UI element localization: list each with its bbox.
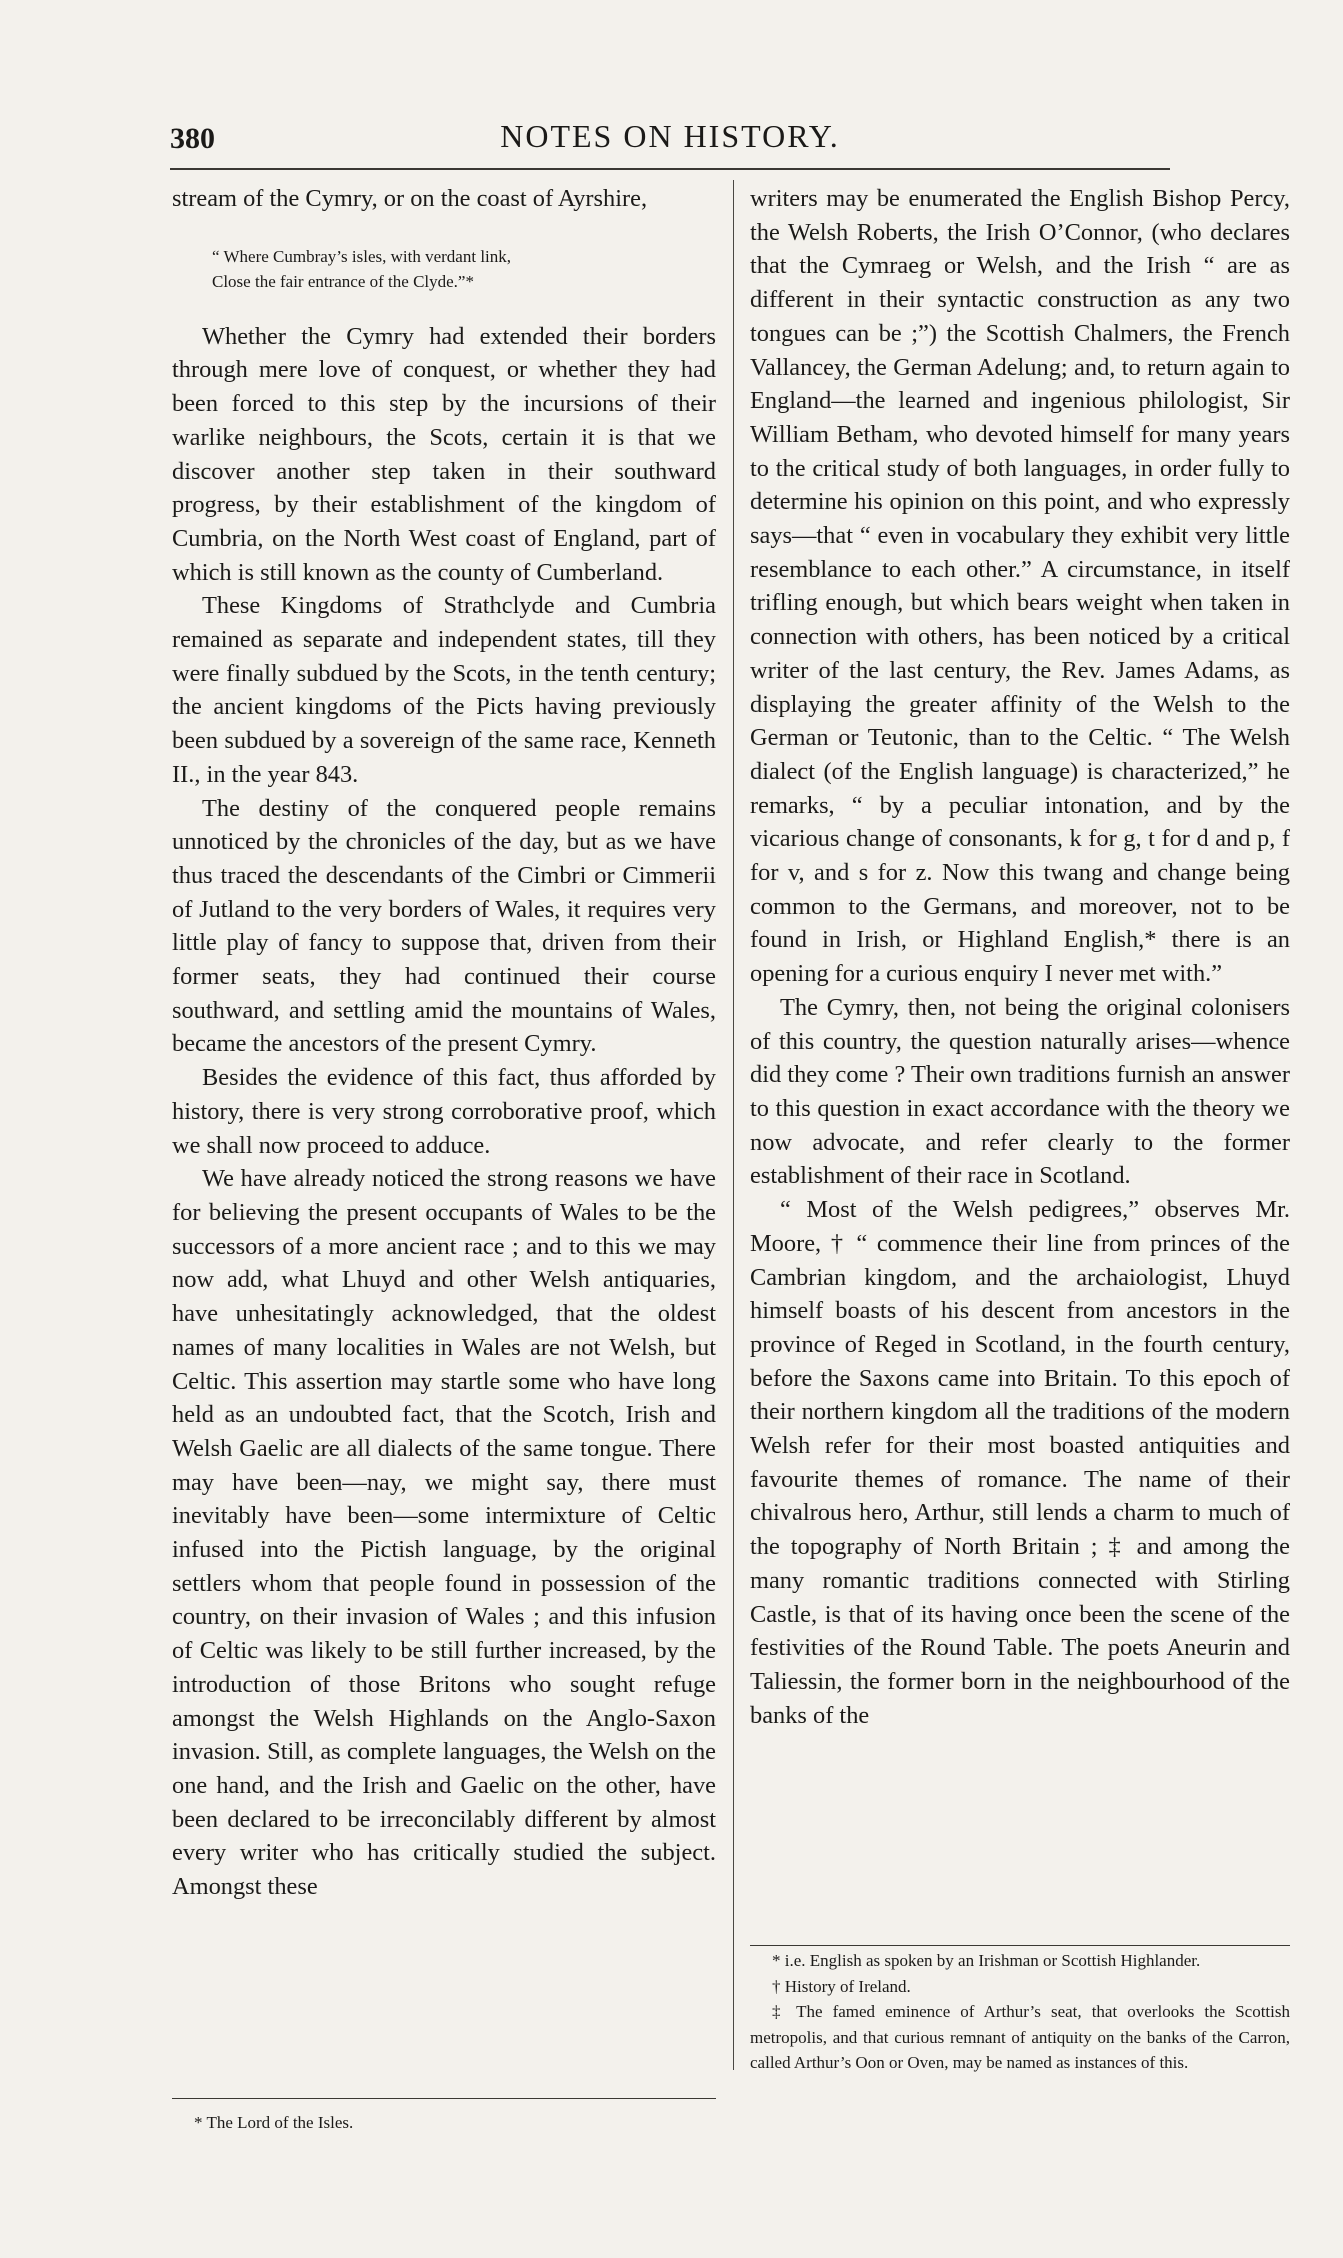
left-paragraph-2: Whether the Cymry had extended their borders through mere love of conquest, or whether they had been forced to this step by the incursions of their warlike neighbours, the Scots, certain it is that we discover another step taken in their southward progress, by their establishment of the kingdom of Cumbria, on the North West coast of England, part of which is still known as the county of Cumberland. [172,322,716,586]
right-paragraph-3: “ Most of the Welsh pedigrees,” observes Mr. Moore, † “ commence their line from princes of the Cambrian kingdom, and the archaiologist, Lhuyd himself boasts of his descent from ancestors in the province of Reged in Scotland, in the fourth century, before the Saxons came into Britain. To this epoch of their northern kingdom all the traditions of the modern Welsh refer for their most boasted antiquities and favourite themes of romance. The name of their chivalrous hero, Arthur, still lends a charm to much of the topography of North Britain ; ‡ and among the many romantic traditions connected with Stirling Castle, is that of its having once been the scene of the festivities of the Round Table. The poets Aneurin and Taliessin, the former born in the neighbourhood of the banks of the [750,1196,1290,1729]
verse-line-2: Close the fair entrance of the Clyde.”* [212,271,474,291]
footnotes-left [172,2110,716,2136]
column-divider [733,180,734,2070]
footnote-irishman: * i.e. English as spoken by an Irishman or Scottish Highlander. [772,1951,1201,1970]
footnote-arthurs-seat: ‡ The famed eminence of Arthur’s seat, that overlooks the Scottish metropolis, and that curious remnant of antiquity on the banks of the Carron, called Arthur’s Oon or Oven, may be named as instances of this. [750,2002,1290,2072]
left-paragraph-3: These Kingdoms of Strathclyde and Cumbria remained as separate and independent states, till they were finally subdued by the Scots, in the tenth century; the ancient kingdoms of the Picts having previously been subdued by a sovereign of the same race, Kenneth II., in the year 843. [172,592,716,788]
header-rule [170,168,1170,170]
verse-quotation [212,244,716,294]
footnote-history-of-ireland: † History of Ireland. [772,1976,911,1996]
page-header [170,118,1170,168]
running-title: NOTES ON HISTORY. [500,118,840,154]
page-number: 380 [170,122,215,155]
footnote-rule-left [172,2098,716,2099]
right-paragraph-1: writers may be enumerated the English Bishop Percy, the Welsh Roberts, the Irish O’Connor, (who declares that the Cymraeg or Welsh, and the Irish “ are as different in their syntactic construction as any two tongues can be ;”) the Scottish Chalmers, the French Vallancey, the German Adelung; and, to return again to England—the learned and ingenious philologist, Sir William Betham, who devoted himself for many years to the critical study of both languages, in order fully to determine his opinion on this point, and who expressly says—that “ even in vocabulary they exhibit very little resemblance to each other.” A circumstance, in itself trifling enough, but which bears weight when taken in connection with others, has been noticed by a critical writer of the last century, the Rev. James Adams, as displaying the greater affinity of the Welsh to the German or Teutonic, than to the Celtic. “ The Welsh dialect (of the English language) is characterized,” he remarks, “ by a peculiar intonation, and by the vicarious change of consonants, k for g, t for d and p, f for v, and s for z. Now this twang and change being common to the Germans, and moreover, not to be found in Irish, or Highland English,* there is an opening for a curious enquiry I never met with.” [750,185,1290,988]
left-paragraph-1: stream of the Cymry, or on the coast of Ayrshire, [172,185,648,212]
footnotes-right [750,1948,1290,2076]
right-column [750,182,1290,1732]
left-column [172,182,716,1904]
footnote-rule-right [750,1945,1290,1946]
left-paragraph-6: We have already noticed the strong reasons we have for believing the present occupants of Wales to be the successors of a more ancient race ; and to this we may now add, what Lhuyd and other Welsh antiquaries, have unhesitatingly acknowledged, that the oldest names of many localities in Wales are not Welsh, but Celtic. This assertion may startle some who have long held as an undoubted fact, that the Scotch, Irish and Welsh Gaelic are all dialects of the same tongue. There may have been—nay, we might say, there must inevitably have been—some intermixture of Celtic infused into the Pictish language, by the original settlers whom that people found in possession of the country, on their invasion of Wales ; and this infusion of Celtic was likely to be still further increased, by the introduction of those Britons who sought refuge amongst the Welsh Highlands on the Anglo-Saxon invasion. Still, as complete languages, the Welsh on the one hand, and the Irish and Gaelic on the other, have been declared to be irreconcilably different by almost every writer who has critically studied the subject. Amongst these [172,1165,716,1901]
verse-line-1: “ Where Cumbray’s isles, with verdant link, [212,246,512,266]
left-paragraph-4: The destiny of the conquered people remains unnoticed by the chronicles of the day, but as we have thus traced the descendants of the Cimbri or Cimmerii of Jutland to the very borders of Wales, it requires very little play of fancy to suppose that, driven from their former seats, they had continued their course southward, and settling amid the mountains of Wales, became the ancestors of the present Cymry. [172,794,716,1058]
right-paragraph-2: The Cymry, then, not being the original colonisers of this country, the question naturally arises—whence did they come ? Their own traditions furnish an answer to this question in exact accordance with the theory we now advocate, and refer clearly to the former establishment of their race in Scotland. [750,993,1290,1190]
footnote-lord-of-the-isles: * The Lord of the Isles. [194,2113,354,2132]
left-paragraph-5: Besides the evidence of this fact, thus afforded by history, there is very strong corroborative proof, which we shall now proceed to adduce. [172,1064,716,1159]
